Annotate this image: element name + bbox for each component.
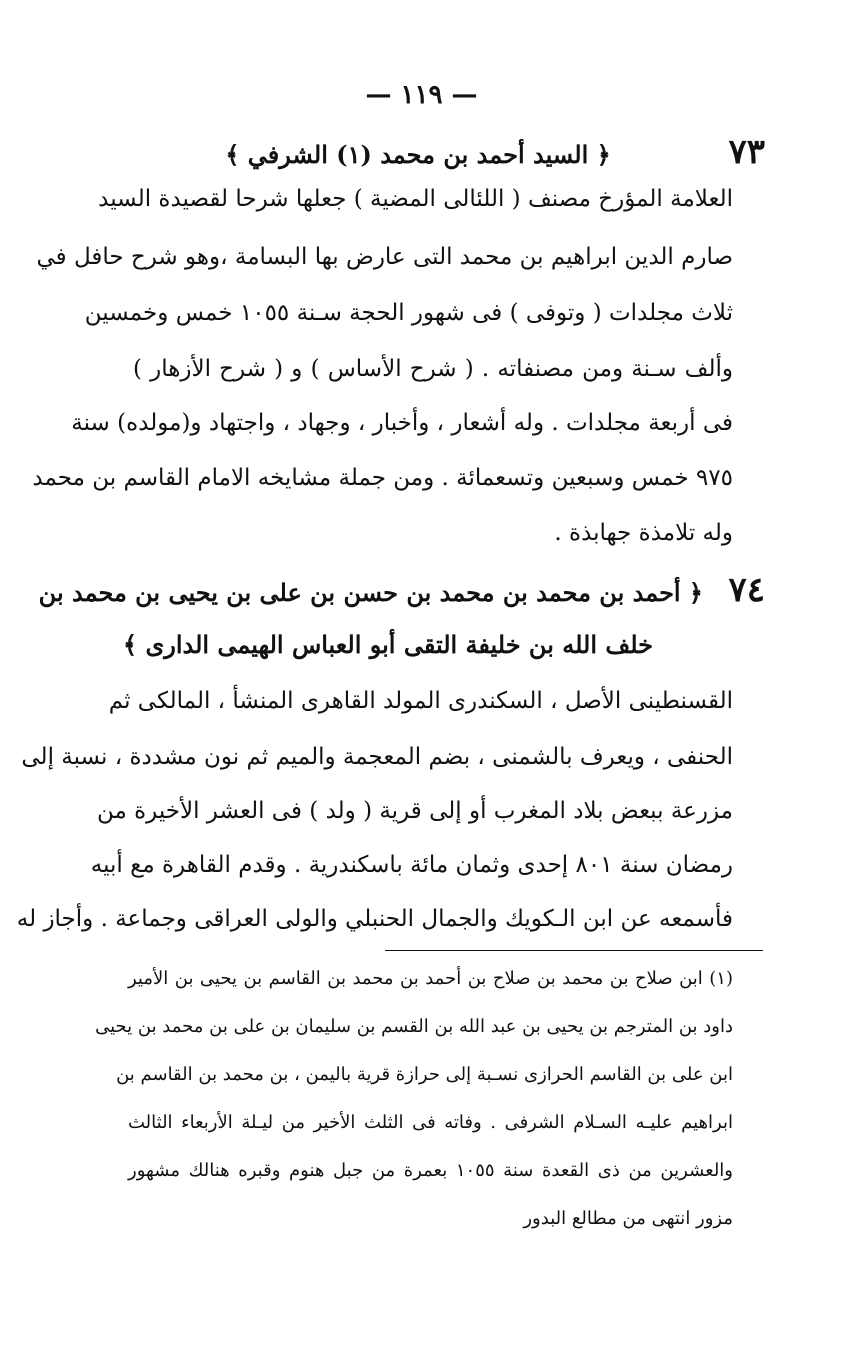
footnote-line: ابن على بن القاسم الحرازى نسـبة إلى حرازة قرية باليمن ، بن محمد بن القاسم بن: [116, 1064, 733, 1085]
footnote-line: ابراهيم عليـه السـلام الشرفى . وفاته فى الثلث الأخير من ليـلة الأربعاء الثالث: [128, 1112, 733, 1133]
entry-73-line: ثلاث مجلدات ( وتوفى ) فى شهور الحجة سـنة ١٠٥٥ خمس وخمسين: [84, 300, 733, 326]
footnote-line: داود بن المترجم بن يحيى بن عبد الله بن القسم بن سليمان بن على بن محمد بن يحيى: [95, 1016, 733, 1037]
footnote-line: مزور انتهى من مطالع البدور: [523, 1208, 733, 1229]
entry-74-line: مزرعة ببعض بلاد المغرب أو إلى قرية ( ولد ) فى العشر الأخيرة من: [96, 798, 733, 824]
footnote-line: والعشرين من ذى القعدة سنة ١٠٥٥ بعمرة من جبل هنوم وقبره هنالك مشهور: [128, 1160, 733, 1181]
entry-73-number: ٧٣: [728, 132, 765, 172]
footnote-line: (١) ابن صلاح بن محمد بن صلاح بن أحمد بن محمد بن القاسم بن يحيى بن الأمير: [128, 968, 733, 989]
entry-74-number: ٧٤: [728, 570, 765, 610]
entry-73-line: وله تلامذة جهابذة .: [554, 520, 733, 546]
entry-73-line: العلامة المؤرخ مصنف ( اللئالى المضية ) جعلها شرحا لقصيدة السيد: [98, 186, 733, 212]
entry-74-line: الحنفى ، ويعرف بالشمنى ، بضم المعجمة والميم ثم نون مشددة ، نسبة إلى: [21, 744, 733, 770]
entry-74-title-line-1: ﴿ أحمد بن محمد بن محمد بن حسن بن على بن يحيى بن محمد بن: [38, 578, 703, 607]
entry-73-line: صارم الدين ابراهيم بن محمد التى عارض بها البسامة ،وهو شرح حافل في: [36, 244, 733, 270]
entry-74-line: القسنطينى الأصل ، السكندرى المولد القاهرى المنشأ ، المالكى ثم: [108, 688, 733, 714]
entry-74-title-line-2: خلف الله بن خليفة التقى أبو العباس الهيمى الدارى ﴾: [123, 630, 653, 659]
page-number: — ١١٩ —: [365, 80, 478, 110]
entry-73-line: وألف سـنة ومن مصنفاته . ( شرح الأساس ) و ( شرح الأزهار ): [133, 356, 733, 382]
entry-73-line: ٩٧٥ خمس وسبعين وتسعمائة . ومن جملة مشايخه الامام القاسم بن محمد: [32, 465, 733, 491]
entry-74-line: رمضان سنة ٨٠١ إحدى وثمان مائة باسكندرية . وقدم القاهرة مع أبيه: [90, 852, 733, 878]
footnote-separator: [385, 950, 763, 951]
entry-73-title: ﴿ السيد أحمد بن محمد (١) الشرفي ﴾: [225, 140, 611, 169]
entry-74-line: فأسمعه عن ابن الـكويك والجمال الحنبلي والولى العراقى وجماعة . وأجاز له: [16, 906, 733, 932]
entry-73-line: فى أربعة مجلدات . وله أشعار ، وأخبار ، وجهاد ، واجتهاد و(مولده) سنة: [71, 410, 733, 436]
